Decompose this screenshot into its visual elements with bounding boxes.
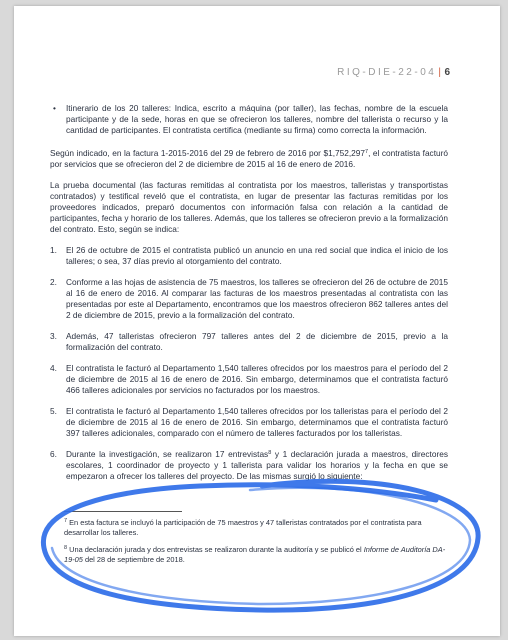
footnote-ref-7: 7	[365, 149, 369, 155]
list-number: 5.	[50, 406, 57, 416]
footnote-7: $^7$ En esta factura se incluyó la participación de 75 maestros y 47 talleristas contratados por el contratista para desarrollar los talleres.	[64, 518, 422, 537]
list-text: Conforme a las hojas de asistencia de 75 maestros, los talleres se ofrecieron del 26 de octubre de 2015 al 16 de enero de 2016. Al comparar las facturas de los maestros presentadas al contratista con las presentadas por este al Departamento, encontramos que los maestros ofrecieron 862 talleres antes del 2 de diciembre de 2015, previo a la formalización del contrato.	[66, 277, 448, 320]
header-separator: |	[438, 67, 444, 78]
list-text: El contratista le facturó al Departamento 1,540 talleres ofrecidos por los talleristas para el período del 2 de diciembre de 2015 al 16 de enero de 2016. Sin embargo, determinamos que el contratista facturó 397 talleres adicionales, comparado con el número de talleres facturados por los talleristas.	[66, 406, 448, 438]
bullet-text: Itinerario de los 20 talleres: Indica, escrito a máquina (por taller), las fechas, nombre de la escuela participante y de la sede, horas en que se ofrecieron los talleres, nombre del tallerista o recurso y la cantidad de participantes. El contratista certifica (mediante su firma) como correcta la información.	[66, 103, 448, 135]
footnotes	[64, 518, 452, 572]
report-title: Informe de Auditoría DA-19-05	[64, 545, 446, 564]
list-item-4	[50, 363, 448, 396]
list-item-5	[50, 406, 448, 439]
list-number: 2.	[50, 277, 57, 287]
page-number: 6	[444, 67, 450, 78]
list-text: El 26 de octubre de 2015 el contratista publicó un anuncio en una red social que indica el inicio de los talleres; o sea, 37 días previo al otorgamiento del contrato.	[66, 245, 448, 266]
bullet-item	[50, 103, 448, 136]
paragraph-evidence: La prueba documental (las facturas remitidas al contratista por los maestros, talleristas y transportistas contratados) y testifical reveló que el contratista, en lugar de presentar las facturas remitidas por los proveedores indicados, preparó documentos con información falsa con relación a la cantidad de participantes, fecha y horario de los talleres. Además, que los talleres se ofrecieron previo a la formalización del contrato. Esto, según se indica:	[50, 180, 448, 234]
list-item-2	[50, 277, 448, 321]
numbered-list	[50, 245, 448, 439]
list-number: 1.	[50, 245, 57, 255]
list-text: Durante la investigación, se realizaron 17 entrevistas$^8$ y 1 declaración jurada a maestros, directores escolares, 1 coordinador de proyecto y 1 tallerista para validar los horarios y la fecha en que se empezaron a ofrecer los talleres del proyecto. De las mismas surgió lo siguiente:	[66, 449, 448, 481]
list-item-3	[50, 331, 448, 353]
list-item-1	[50, 245, 448, 267]
footnote-ref-8: 8	[268, 450, 272, 456]
bullet-icon: •	[53, 103, 56, 113]
report-code: RIQ-DIE-22-04	[337, 67, 437, 78]
body-text	[50, 103, 448, 492]
footnote-8: $^8$ Una declaración jurada y dos entrevistas se realizaron durante la auditoría y se publicó el Informe de Auditoría DA-19-05 del 28 de septiembre de 2018.	[64, 545, 446, 564]
list-text: El contratista le facturó al Departamento 1,540 talleres ofrecidos por los maestros para el período del 2 de diciembre de 2015 al 16 de enero de 2016. Sin embargo, determinamos que el contratista facturó 466 talleres adicionales por servicios no facturados por los maestros.	[66, 363, 448, 395]
list-number: 3.	[50, 331, 57, 341]
report-header	[337, 67, 450, 78]
list-text: Además, 47 talleristas ofrecieron 797 talleres antes del 2 de diciembre de 2015, previo a la formalización del contrato.	[66, 331, 448, 352]
paragraph-invoice: Según indicado, en la factura 1-2015-2016 del 29 de febrero de 2016 por $1,752,297$^7$, el contratista facturó por servicios que se ofrecieron del 2 de diciembre de 2015 al 16 de enero de 2016.	[50, 148, 449, 169]
footnote-separator	[64, 511, 182, 512]
list-number: 4.	[50, 363, 57, 373]
list-number: 6.	[50, 449, 57, 459]
list-item-6	[50, 449, 448, 482]
